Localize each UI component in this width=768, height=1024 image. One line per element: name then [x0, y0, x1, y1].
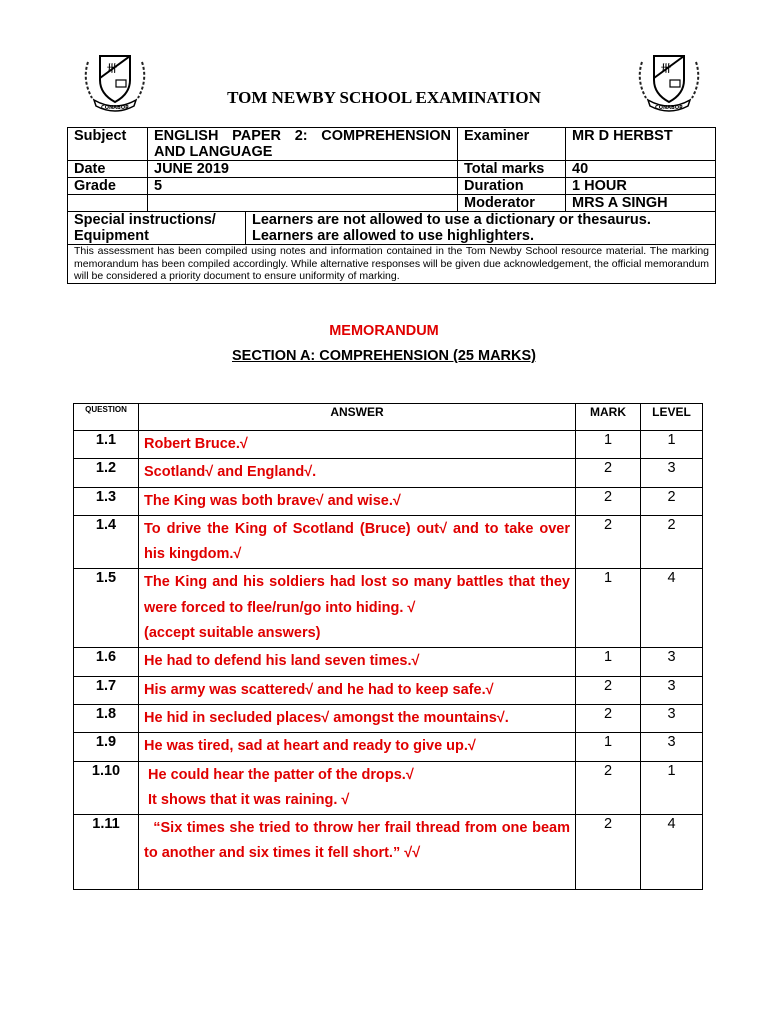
answer-line: He had to defend his land seven times.√	[144, 653, 420, 670]
mark-value: 2	[576, 487, 641, 515]
question-number: 1.6	[74, 648, 139, 676]
question-column-header: QUESTION	[74, 404, 139, 431]
answer-text	[139, 459, 576, 487]
level-value: 3	[641, 459, 703, 487]
table-row	[74, 676, 703, 704]
info-row-subject	[68, 128, 716, 161]
mark-value: 1	[576, 648, 641, 676]
answer-text	[139, 431, 576, 459]
answer-line: The King and his soldiers had lost so many battles that they were forced to flee/run/go into hiding. √	[144, 574, 575, 616]
level-value: 3	[641, 676, 703, 704]
total-marks-label: Total marks	[458, 161, 566, 178]
crest-motto-right: CONABOR	[655, 105, 683, 111]
mark-column-header: MARK	[576, 404, 641, 431]
moderator-label: Moderator	[458, 195, 566, 212]
date-value: JUNE 2019	[148, 161, 458, 178]
answer-line: (accept suitable answers)	[144, 625, 321, 642]
answer-text	[139, 676, 576, 704]
duration-value: 1 HOUR	[566, 178, 716, 195]
level-value: 4	[641, 569, 703, 648]
assessment-note: This assessment has been compiled using notes and information contained in the Tom Newby School resource material. The marking memorandum has been compiled accordingly. While alternative responses will be given due acknowledgement, the official memorandum will be considered a priority document to ensure uniformity of marking.	[68, 245, 716, 284]
table-row	[74, 459, 703, 487]
mark-value: 2	[576, 704, 641, 732]
question-number: 1.4	[74, 515, 139, 569]
table-row	[74, 704, 703, 732]
level-value: 1	[641, 431, 703, 459]
svg-text:卅: 卅	[661, 64, 671, 75]
memorandum-heading: MEMORANDUM	[329, 323, 439, 339]
moderator-value: MRS A SINGH	[566, 195, 716, 212]
answer-line: The King was both brave√ and wise.√	[144, 492, 401, 509]
level-value: 3	[641, 704, 703, 732]
level-value: 3	[641, 648, 703, 676]
mark-value: 1	[576, 569, 641, 648]
examiner-value: MR D HERBST	[566, 128, 716, 161]
question-number: 1.11	[74, 815, 139, 890]
question-number: 1.1	[74, 431, 139, 459]
level-value: 2	[641, 487, 703, 515]
question-number: 1.7	[74, 676, 139, 704]
question-number: 1.10	[74, 761, 139, 815]
table-row	[74, 515, 703, 569]
info-row-moderator	[68, 195, 716, 212]
level-value: 3	[641, 733, 703, 761]
answer-text	[139, 704, 576, 732]
table-row	[74, 648, 703, 676]
mark-value: 2	[576, 815, 641, 890]
mark-value: 2	[576, 676, 641, 704]
answer-line: His army was scattered√ and he had to keep safe.√	[144, 681, 494, 698]
section-heading: SECTION A: COMPREHENSION (25 MARKS)	[232, 348, 536, 364]
question-number: 1.8	[74, 704, 139, 732]
answer-text	[139, 815, 576, 890]
answer-column-header: ANSWER	[139, 404, 576, 431]
table-row	[74, 487, 703, 515]
answer-line: He hid in secluded places√ amongst the mountains√.	[144, 709, 509, 726]
answer-line: “Six times she tried to throw her frail thread from one beam to another and six times it fell short.” √√	[144, 820, 575, 862]
mark-value: 1	[576, 431, 641, 459]
subject-value: ENGLISH PAPER 2: COMPREHENSION AND LANGUAGE	[148, 128, 458, 161]
info-row-note	[68, 245, 716, 284]
question-number: 1.5	[74, 569, 139, 648]
level-value: 1	[641, 761, 703, 815]
table-row	[74, 431, 703, 459]
answer-line: Scotland√ and England√.	[144, 464, 317, 481]
question-number: 1.2	[74, 459, 139, 487]
question-number: 1.9	[74, 733, 139, 761]
answer-line: To drive the King of Scotland (Bruce) out√ and to take over his kingdom.√	[144, 520, 575, 563]
answer-line: Robert Bruce.√	[144, 436, 248, 452]
answer-text	[139, 515, 576, 569]
special-instructions-value: Learners are not allowed to use a dictionary or thesaurus. Learners are allowed to use highlighters.	[246, 212, 716, 245]
answer-text	[139, 569, 576, 648]
answers-header-row	[74, 404, 703, 431]
exam-info-table	[67, 127, 716, 284]
answers-table	[73, 403, 703, 890]
subject-label: Subject	[68, 128, 148, 161]
mark-value: 1	[576, 733, 641, 761]
special-instructions-label: Special instructions/ Equipment	[68, 212, 246, 245]
grade-label: Grade	[68, 178, 148, 195]
answer-text	[139, 487, 576, 515]
table-row	[74, 815, 703, 890]
mark-value: 2	[576, 459, 641, 487]
answer-text	[139, 648, 576, 676]
table-row	[74, 761, 703, 815]
table-row	[74, 733, 703, 761]
crest-motto-left: CONABOR	[101, 105, 129, 111]
svg-text:卅: 卅	[107, 64, 117, 75]
answer-line: It shows that it was raining. √	[144, 791, 350, 808]
grade-value: 5	[148, 178, 458, 195]
examiner-label: Examiner	[458, 128, 566, 161]
level-column-header: LEVEL	[641, 404, 703, 431]
answer-line: He could hear the patter of the drops.√	[144, 766, 414, 783]
answer-line: He was tired, sad at heart and ready to give up.√	[144, 738, 476, 755]
level-value: 4	[641, 815, 703, 890]
answer-text	[139, 733, 576, 761]
question-number: 1.3	[74, 487, 139, 515]
date-label: Date	[68, 161, 148, 178]
info-row-date	[68, 161, 716, 178]
table-row	[74, 569, 703, 648]
duration-label: Duration	[458, 178, 566, 195]
level-value: 2	[641, 515, 703, 569]
mark-value: 2	[576, 515, 641, 569]
school-title: TOM NEWBY SCHOOL EXAMINATION	[227, 88, 541, 107]
mark-value: 2	[576, 761, 641, 815]
total-marks-value: 40	[566, 161, 716, 178]
info-row-special-instructions	[68, 212, 716, 245]
info-row-grade	[68, 178, 716, 195]
answer-text	[139, 761, 576, 815]
answers-body	[74, 431, 703, 890]
